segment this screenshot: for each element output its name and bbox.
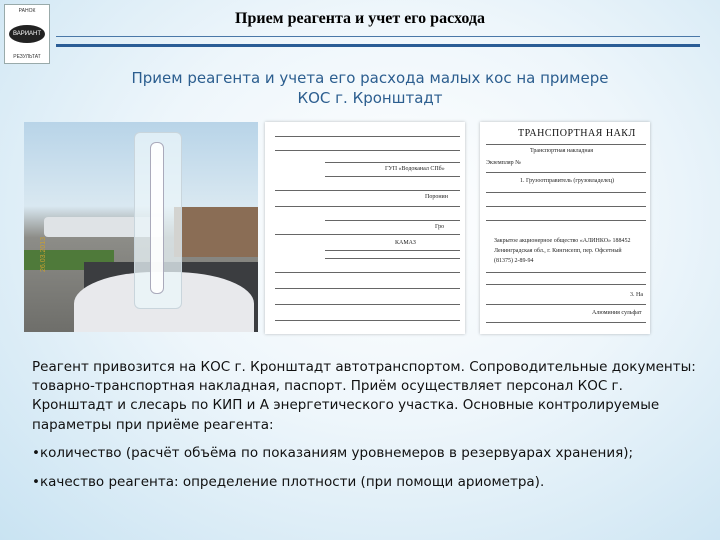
logo-emblem: ВАРИАНТ <box>9 25 45 43</box>
transport-waybill-scan <box>480 122 650 334</box>
logo-top-text: РАНОК <box>18 8 36 14</box>
doc2-heading: ТРАНСПОРТНАЯ НАКЛ <box>518 128 636 139</box>
doc2-line-2: Экземпляр № <box>486 160 521 166</box>
doc2-line-6: (81375) 2-89-94 <box>494 258 534 264</box>
parameter-list <box>32 444 702 492</box>
doc2-line-5: Ленинградская обл., г. Кингисепп, пер. Офсетный <box>494 248 622 254</box>
slide-body <box>32 358 702 502</box>
doc2-line-3: 1. Грузоотправитель (грузовладелец) <box>520 178 615 184</box>
list-item: •количество (расчёт объёма по показаниям уровнемеров в резервуарах хранения); <box>32 444 634 461</box>
photo-building-right <box>174 207 258 257</box>
list-item: •качество реагента: определение плотности (при помощи ариометра). <box>32 474 545 491</box>
slide-subtitle <box>90 68 650 108</box>
hydrometer-photo <box>24 122 258 332</box>
photo-hydrometer <box>150 142 164 294</box>
doc1-line-2: Поронин <box>425 194 448 200</box>
doc2-line-7: 3. На <box>630 292 643 298</box>
doc2-line-8: Алюминия сульфат <box>592 310 642 316</box>
doc1-line-4: Гро <box>435 224 445 230</box>
doc2-line-4: Закрытое акционерное общество «АЛИНКО» 188452 <box>494 238 631 244</box>
header-divider-thin <box>56 36 700 37</box>
subtitle-line-2: КОС г. Кронштадт <box>297 89 443 107</box>
subtitle-line-1: Прием реагента и учета его расхода малых кос на примере <box>131 69 609 87</box>
body-paragraph: Реагент привозится на КОС г. Кронштадт автотранспортом. Сопроводительные документы: товарно-транспортная накладная, паспорт. Приём осуществляет персонал КОС г. Кронштадт и слесарь по КИП и А энергетического участка. Основные контролируемые параметры при приёме реагента: <box>32 359 696 433</box>
logo-bottom-text: РЕЗУЛЬТАТ <box>13 54 41 60</box>
doc2-line-1: Транспортная накладная <box>530 148 593 154</box>
doc1-line-3: КАМАЗ <box>395 240 416 246</box>
header-divider-thick <box>56 44 700 47</box>
waybill-document-scan <box>265 122 465 334</box>
doc1-line-1: ГУП «Водоканал СПб» <box>385 166 445 172</box>
page-title: Прием реагента и учет его расхода <box>235 10 485 27</box>
photo-date-stamp: 26.03.2013 <box>40 236 47 272</box>
